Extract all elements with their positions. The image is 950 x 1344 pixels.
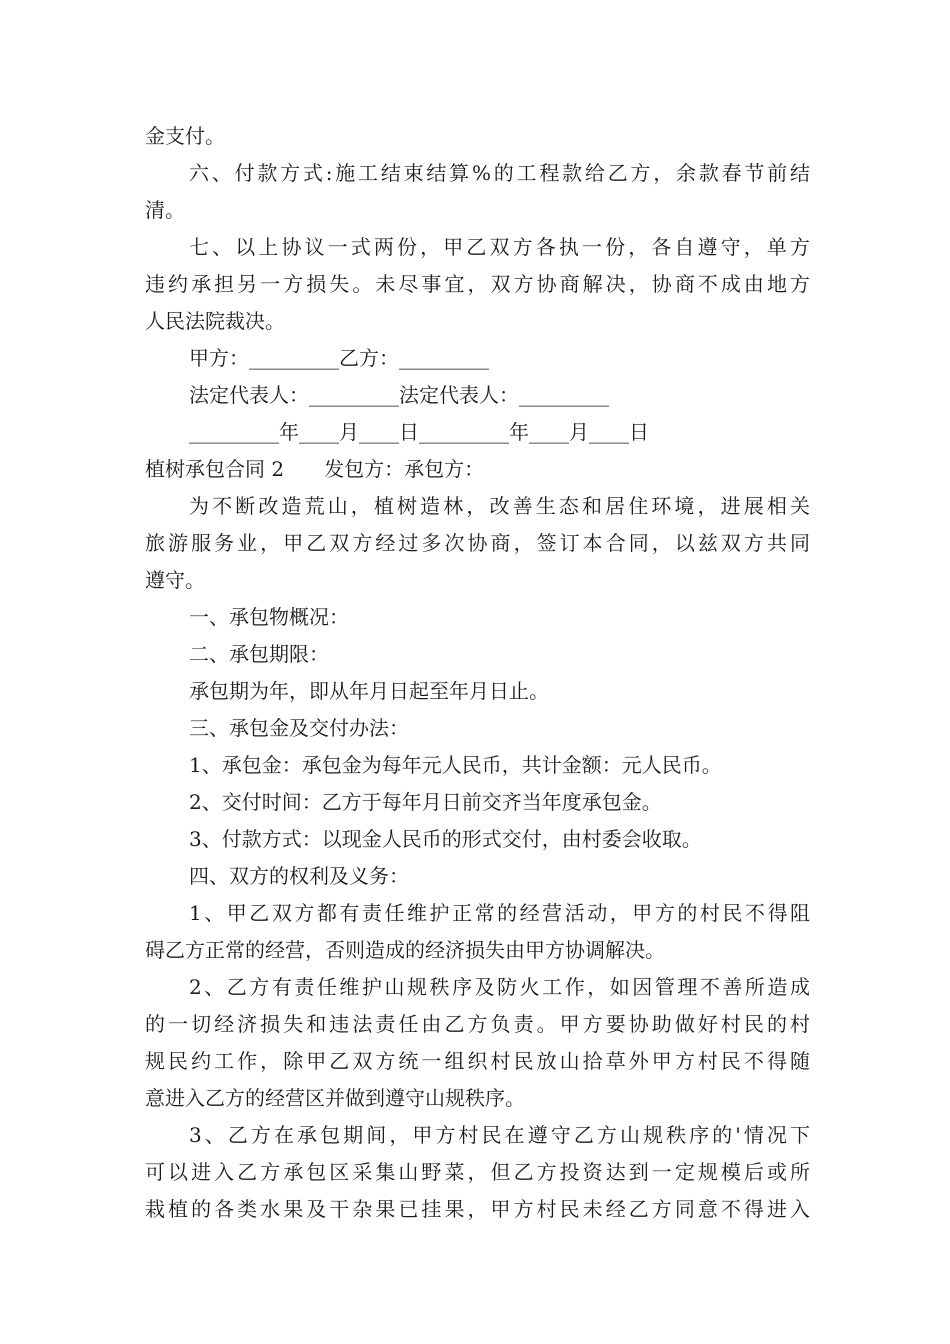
text-line: 二、承包期限： <box>189 642 329 666</box>
text-line: 2、乙方有责任维护山规秩序及防火工作，如因管理不善所造成 <box>189 975 810 999</box>
text-line: 1、甲乙双方都有责任维护正常的经营活动，甲方的村民不得阻 <box>189 901 810 925</box>
text-line: 规民约工作，除甲乙双方统一组织村民放山拾草外甲方村民不得随 <box>145 1049 810 1073</box>
text-line: 可以进入乙方承包区采集山野菜，但乙方投资达到一定规模后或所 <box>145 1160 810 1184</box>
text-line: 碍乙方正常的经营，否则造成的经济损失由甲方协调解决。 <box>145 938 665 962</box>
document-page <box>145 118 810 1228</box>
text-line: 承包期为年，即从年月日起至年月日止。 <box>189 679 549 703</box>
text-line: 七、以上协议一式两份，甲乙双方各执一份，各自遵守，单方 <box>189 235 810 259</box>
text-line: 3、乙方在承包期间，甲方村民在遵守乙方山规秩序的'情况下 <box>189 1123 810 1147</box>
text-line: 2、交付时间：乙方于每年月日前交齐当年度承包金。 <box>189 790 662 814</box>
text-line: 三、承包金及交付办法： <box>189 716 409 740</box>
text-line: 旅游服务业，甲乙双方经过多次协商，签订本合同，以兹双方共同 <box>145 531 810 555</box>
text-line: 清。 <box>145 198 185 222</box>
text-line: 意进入乙方的经营区并做到遵守山规秩序。 <box>145 1086 525 1110</box>
text-line: 法定代表人：_________法定代表人：_________ <box>189 383 609 407</box>
text-line: 甲方：_________乙方：_________ <box>189 346 489 370</box>
text-line: 违约承担另一方损失。未尽事宜，双方协商解决，协商不成由地方 <box>145 272 810 296</box>
text-line: 遵守。 <box>145 568 205 592</box>
text-line: 3、付款方式：以现金人民币的形式交付，由村委会收取。 <box>189 827 702 851</box>
text-line: 的一切经济损失和违法责任由乙方负责。甲方要协助做好村民的村 <box>145 1012 810 1036</box>
text-line: 人民法院裁决。 <box>145 309 285 333</box>
text-line: 植树承包合同 2 发包方：承包方： <box>145 457 485 481</box>
text-line: _________年____月____日_________年____月____日 <box>189 420 649 444</box>
text-line: 1、承包金：承包金为每年元人民币，共计金额：元人民币。 <box>189 753 722 777</box>
text-line: 栽植的各类水果及干杂果已挂果，甲方村民未经乙方同意不得进入 <box>145 1197 810 1221</box>
text-line: 一、承包物概况： <box>189 605 349 629</box>
text-line: 四、双方的权利及义务： <box>189 864 409 888</box>
text-line: 六、付款方式:施工结束结算%的工程款给乙方，余款春节前结 <box>189 161 810 185</box>
text-line: 为不断改造荒山，植树造林，改善生态和居住环境，进展相关 <box>189 494 810 518</box>
text-line: 金支付。 <box>145 124 225 148</box>
